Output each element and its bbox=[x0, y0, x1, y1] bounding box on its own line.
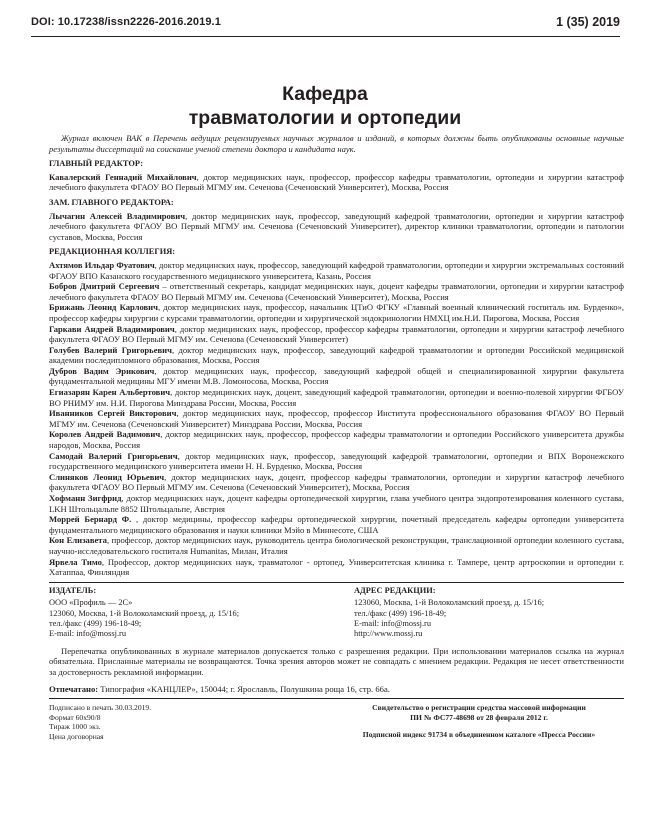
deputy-editor-heading: ЗАМ. ГЛАВНОГО РЕДАКТОРА: bbox=[49, 197, 174, 207]
print-run: Тираж 1000 экз. bbox=[49, 722, 101, 732]
board-member-desc: , доктор медицинских наук, профессор, заведующий кафедрой травматологии, ортопедии и хирургии экстремальных состояний ФГАОУ ВПО Казанского государственного медицинского университета, Казань, Россия bbox=[49, 259, 624, 281]
chief-editor-desc: , доктор медицинских наук, профессор, профессор кафедры травматологии, ортопедии и хирургии катастроф лечебного факультета ФГАОУ ВО Первый МГМУ им. Сеченова (Сеченовский Университет), Москва, Россия bbox=[49, 171, 624, 193]
deputy-editor-name: Лычагин Алексей Владимирович bbox=[49, 210, 186, 221]
editorial-board-heading: РЕДАКЦИОННАЯ КОЛЛЕГИЯ: bbox=[49, 247, 176, 257]
contacts-section bbox=[49, 586, 624, 640]
board-member bbox=[49, 429, 624, 450]
publisher-address: 123060, Москва, 1-й Волоколамский проезд, д. 15/16; bbox=[49, 608, 240, 618]
printing-house-text: Типография «КАНЦЛЕР», 150044; г. Ярославль, Полушкина роща 16, стр. 66а. bbox=[98, 683, 390, 694]
board-member-desc: , доктор медицины, профессор кафедры ортопедической хирургии, почетный председатель кафедры ортопедии университета фундаментального медицинского образования и науки клиники Мэйо в Миннесоте, США bbox=[49, 514, 624, 535]
board-member-name: Слиняков Леонид Юрьевич bbox=[49, 471, 165, 482]
board-member bbox=[49, 514, 624, 535]
board-member-desc: , доктор медицинских наук, доцент кафедры ортопедической хирургии, глава учебного центра эндопротезирования коленного сустава, LKH Штольцальпе 8852 Штольцальпе, Австрия bbox=[49, 493, 625, 514]
board-member bbox=[49, 408, 624, 429]
format: Формат 60х90/8 bbox=[49, 712, 101, 722]
editorial-website[interactable]: http://www.mossj.ru bbox=[354, 629, 423, 639]
price: Цена договорная bbox=[49, 731, 104, 741]
board-member bbox=[49, 535, 624, 556]
vak-note: Журнал включен ВАК в Перечень ведущих рецензируемых научных журналов и изданий, в которых должны быть опубликованы основные научные результаты диссертаций на соискание ученой степени доктора и кандидата наук. bbox=[49, 133, 624, 154]
board-member-desc: , Профессор, доктор медицинских наук, травматолог - ортопед, Университетская клиника г. Тампере, центр артроскопии и ортопедии г. Хатаппаа, Финляндия bbox=[49, 556, 625, 578]
board-member-name: Голубев Валерий Григорьевич bbox=[49, 344, 172, 355]
spacer bbox=[334, 722, 624, 730]
board-member-desc: , доктор медицинских наук, профессор, начальник ЦТиО ФГКУ «Главный военный клинический госпиталь им. Бурденко», профессор кафедры хирургии с курсами травматологии, ортопедии и хирургической эндокринологии НМХЦ им.Н.И. Пирогова, Москва, Россия bbox=[49, 302, 625, 323]
masthead-content bbox=[49, 133, 624, 742]
signed-to-print: Подписано в печать 30.03.2019. bbox=[49, 703, 152, 713]
board-member-name: Кон Елизавета bbox=[49, 535, 107, 546]
publisher-heading: ИЗДАТЕЛЬ: bbox=[49, 585, 97, 595]
board-member-name: Самодай Валерий Григорьевич bbox=[49, 450, 178, 461]
board-member-name: Бобров Дмитрий Сергеевич bbox=[49, 281, 160, 292]
subscription-index: Подписной индекс 91734 в объединенном каталоге «Пресса России» bbox=[362, 730, 596, 740]
chief-editor-heading: ГЛАВНЫЙ РЕДАКТОР: bbox=[49, 159, 144, 169]
board-member-desc: , доктор медицинских наук, профессор, профессор кафедры травматологии, ортопедии и хирургии катастроф лечебного факультета ФГАОУ ВО Первый МГМУ им. Сеченова (Сеченовский Университет) bbox=[49, 323, 624, 345]
board-member bbox=[49, 451, 624, 472]
reprint-notice: Перепечатка опубликованных в журнале материалов допускается только с разрешения редакции. При использовании материалов ссылка на журнал обязательна. Присланные материалы не возвращаются. Точка зрения авторов может не совпадать с мнением редакции. Редакция не несет ответственности за достоверность рекламной информации. bbox=[49, 645, 624, 677]
editorial-board-list bbox=[49, 260, 624, 578]
board-member bbox=[49, 302, 624, 323]
issue-number: 1 (35) 2019 bbox=[556, 15, 620, 29]
board-member bbox=[49, 472, 624, 493]
board-member-name: Гаркави Андрей Владимирович bbox=[49, 323, 175, 334]
chief-editor-entry bbox=[49, 172, 624, 193]
printing-house-label: Отпечатано: bbox=[49, 683, 99, 694]
board-member-desc: – ответственный секретарь, кандидат медицинских наук, доцент кафедры травматологии, ортопедии и хирургии катастроф лечебного факультета ФГАОУ ВО Первый МГМУ им. Сеченова (Сеченовский Университет), Москва, Россия bbox=[49, 281, 624, 302]
doi-label[interactable]: DOI: 10.17238/issn2226-2016.2019.1 bbox=[31, 16, 221, 28]
board-member-desc: , доктор медицинских наук, профессор, заведующий кафедрой травматологии и ортопедии Российской медицинской академии последипломного образования, Москва, Россия bbox=[49, 344, 624, 366]
board-member-desc: , доктор медицинских наук, профессор, заведующий кафедрой травматологии, ортопедии и ВПХ Воронежского государственного медицинского университета имени Н. Н. Бурденко, Москва, Россия bbox=[49, 450, 625, 472]
board-member-name: Моррей Бернард Ф. bbox=[49, 514, 136, 525]
imprint-details bbox=[49, 703, 229, 741]
board-member bbox=[49, 366, 624, 387]
board-member-name: Иванников Сергей Викторович bbox=[49, 408, 177, 419]
registration-number: ПИ № ФС77-48698 от 28 февраля 2012 г. bbox=[410, 712, 548, 722]
board-member-name: Егиазарян Карен Альбертович bbox=[49, 387, 171, 398]
chief-editor-name: Кавалерский Геннадий Михайлович bbox=[49, 171, 197, 182]
printing-house bbox=[49, 684, 624, 695]
publisher-email[interactable]: E-mail: info@mossj.ru bbox=[49, 629, 127, 639]
board-member-desc: , доктор медицинских наук, профессор, профессор Института профессионального образования ФГАОУ ВО Первый МГМУ им. Сеченова (Сеченовский Университет) Минздрава России, Москва, Россия bbox=[49, 408, 624, 429]
editorial-address-block bbox=[354, 586, 624, 640]
board-member bbox=[49, 324, 624, 345]
board-member-desc: , доктор медицинских наук, доцент, заведующий кафедрой травматологии, ортопедии и военно-полевой хирургии ФГБОУ ВО РНИМУ им. Н.И. Пирогова Минздрава России, Москва, Россия bbox=[49, 387, 624, 408]
board-member-desc: , доктор медицинских наук, профессор, профессор кафедры травматологии и ортопедии Российского университета дружбы народов, Москва, Россия bbox=[49, 429, 624, 451]
imprint-footer bbox=[49, 703, 624, 741]
editorial-address-heading: АДРЕС РЕДАКЦИИ: bbox=[354, 585, 436, 595]
deputy-editor-desc: , доктор медицинских наук, профессор, заведующий кафедрой травматологии, ортопедии и хирургии катастроф лечебного факультета ФГАОУ ВО Первый МГМУ им. Сеченова (Сеченовский Университет), директор клиники травматологии, ортопедии и патологии суставов, Москва, Россия bbox=[49, 210, 624, 242]
registration-details bbox=[334, 703, 624, 741]
board-member-desc: , профессор, доктор медицинских наук, руководитель центра биологической реконструкции, транслационной ортопедии коленного сустава, научно-исследовательского госпиталя Humanitas, Милан, Италия bbox=[49, 535, 624, 556]
board-member-name: Хофманн Зигфрид bbox=[49, 493, 122, 503]
divider bbox=[49, 582, 624, 583]
board-member bbox=[49, 345, 624, 366]
divider bbox=[49, 698, 624, 699]
registration-title: Свидетельство о регистрации средства массовой информации bbox=[372, 703, 586, 713]
running-header bbox=[31, 14, 620, 37]
publisher-block bbox=[49, 586, 319, 640]
board-member-name: Брижань Леонид Карлович bbox=[49, 302, 158, 313]
board-member bbox=[49, 493, 624, 514]
board-member bbox=[49, 557, 624, 578]
page-title-line-1: Кафедра bbox=[282, 83, 368, 105]
board-member-name: Ярвела Тимо bbox=[49, 556, 102, 567]
board-member bbox=[49, 260, 624, 281]
board-member-name: Королев Андрей Вадимович bbox=[49, 429, 161, 440]
board-member-desc: , доктор медицинских наук, профессор, заведующий кафедрой общей и специализированной хирургии факультета фундаментальной медицины МГУ имени М.В. Ломоносова, Москва, Россия bbox=[49, 365, 624, 387]
publisher-phone: тел./факс (499) 196-18-49; bbox=[49, 618, 142, 628]
board-member-name: Дубров Вадим Эрикович bbox=[49, 365, 155, 376]
board-member-desc: , доктор медицинских наук, доцент, профессор кафедры травматологии, ортопедии и хирургии катастроф лечебного факультета ФГАОУ ВО Первый МГМУ им. Сеченова (Сеченовский Университет), Москва, Россия bbox=[49, 471, 625, 493]
board-member bbox=[49, 281, 624, 302]
editorial-address: 123060, Москва, 1-й Волоколамский проезд, д. 15/16; bbox=[354, 598, 545, 608]
publisher-name: ООО «Профиль — 2С» bbox=[49, 598, 133, 608]
deputy-editor-entry bbox=[49, 211, 624, 243]
page-title-line-2: травматологии и ортопедии bbox=[188, 107, 462, 129]
board-member bbox=[49, 387, 624, 408]
editorial-phone: тел./факс (499) 196-18-49; bbox=[354, 608, 447, 618]
editorial-email[interactable]: E-mail: info@mossj.ru bbox=[354, 618, 432, 628]
board-member-name: Ахтямов Ильдар Фуатович bbox=[49, 259, 155, 270]
